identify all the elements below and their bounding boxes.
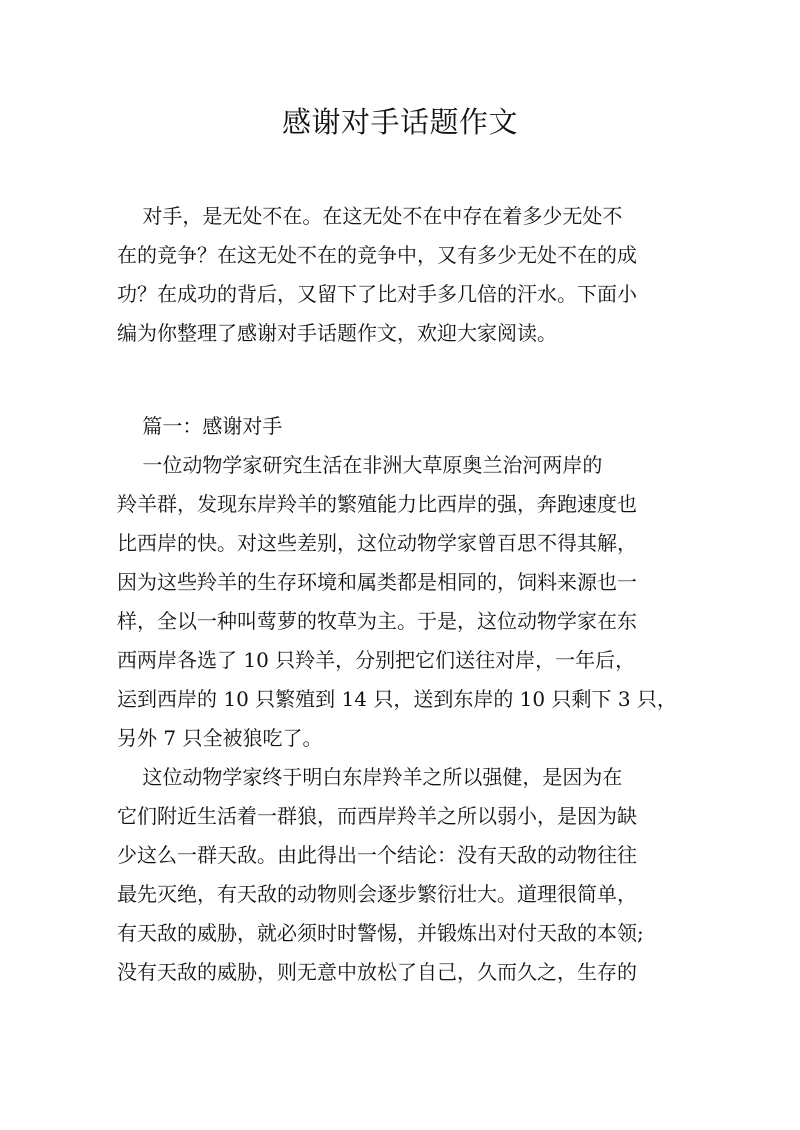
paragraph-line: 在的竞争？在这无处不在的竞争中，又有多少无处不在的成 <box>117 243 637 267</box>
paragraph-line: 比西岸的快。对这些差别，这位动物学家曾百思不得其解， <box>117 531 637 555</box>
paragraph-line: 运到西岸的 10 只繁殖到 14 只，送到东岸的 10 只剩下 3 只， <box>117 687 677 711</box>
document-title: 感谢对手话题作文 <box>281 105 518 139</box>
paragraph-line: 这位动物学家终于明白东岸羚羊之所以强健，是因为在 <box>117 765 623 789</box>
paragraph-line: 西两岸各选了 10 只羚羊，分别把它们送往对岸，一年后， <box>117 648 636 672</box>
paragraph-line: 它们附近生活着一群狼，而西岸羚羊之所以弱小，是因为缺 <box>117 804 637 828</box>
paragraph-line: 编为你整理了感谢对手话题作文，欢迎大家阅读。 <box>117 321 557 345</box>
paragraph-line: 功？在成功的背后，又留下了比对手多几倍的汗水。下面小 <box>117 282 637 306</box>
paragraph-line: 对手，是无处不在。在这无处不在中存在着多少无处不 <box>117 204 623 228</box>
paragraph-line: 最先灭绝，有天敌的动物则会逐步繁衍壮大。道理很简单， <box>117 882 637 906</box>
section-heading: 篇一：感谢对手 <box>117 414 283 438</box>
paragraph-line: 因为这些羚羊的生存环境和属类都是相同的，饲料来源也一 <box>117 570 637 594</box>
paragraph-line: 样，全以一种叫莺萝的牧草为主。于是，这位动物学家在东 <box>117 609 637 633</box>
paragraph-line: 有天敌的威胁，就必须时时警惕，并锻炼出对付天敌的本领; <box>117 921 644 945</box>
paragraph-line: 没有天敌的威胁，则无意中放松了自己，久而久之，生存的 <box>117 960 637 984</box>
paragraph-line: 少这么一群天敌。由此得出一个结论：没有天敌的动物往往 <box>117 843 637 867</box>
paragraph-line: 一位动物学家研究生活在非洲大草原奥兰治河两岸的 <box>117 453 603 477</box>
paragraph-line: 羚羊群，发现东岸羚羊的繁殖能力比西岸的强，奔跑速度也 <box>117 492 637 516</box>
paragraph-line: 另外 7 只全被狼吃了。 <box>117 726 323 750</box>
